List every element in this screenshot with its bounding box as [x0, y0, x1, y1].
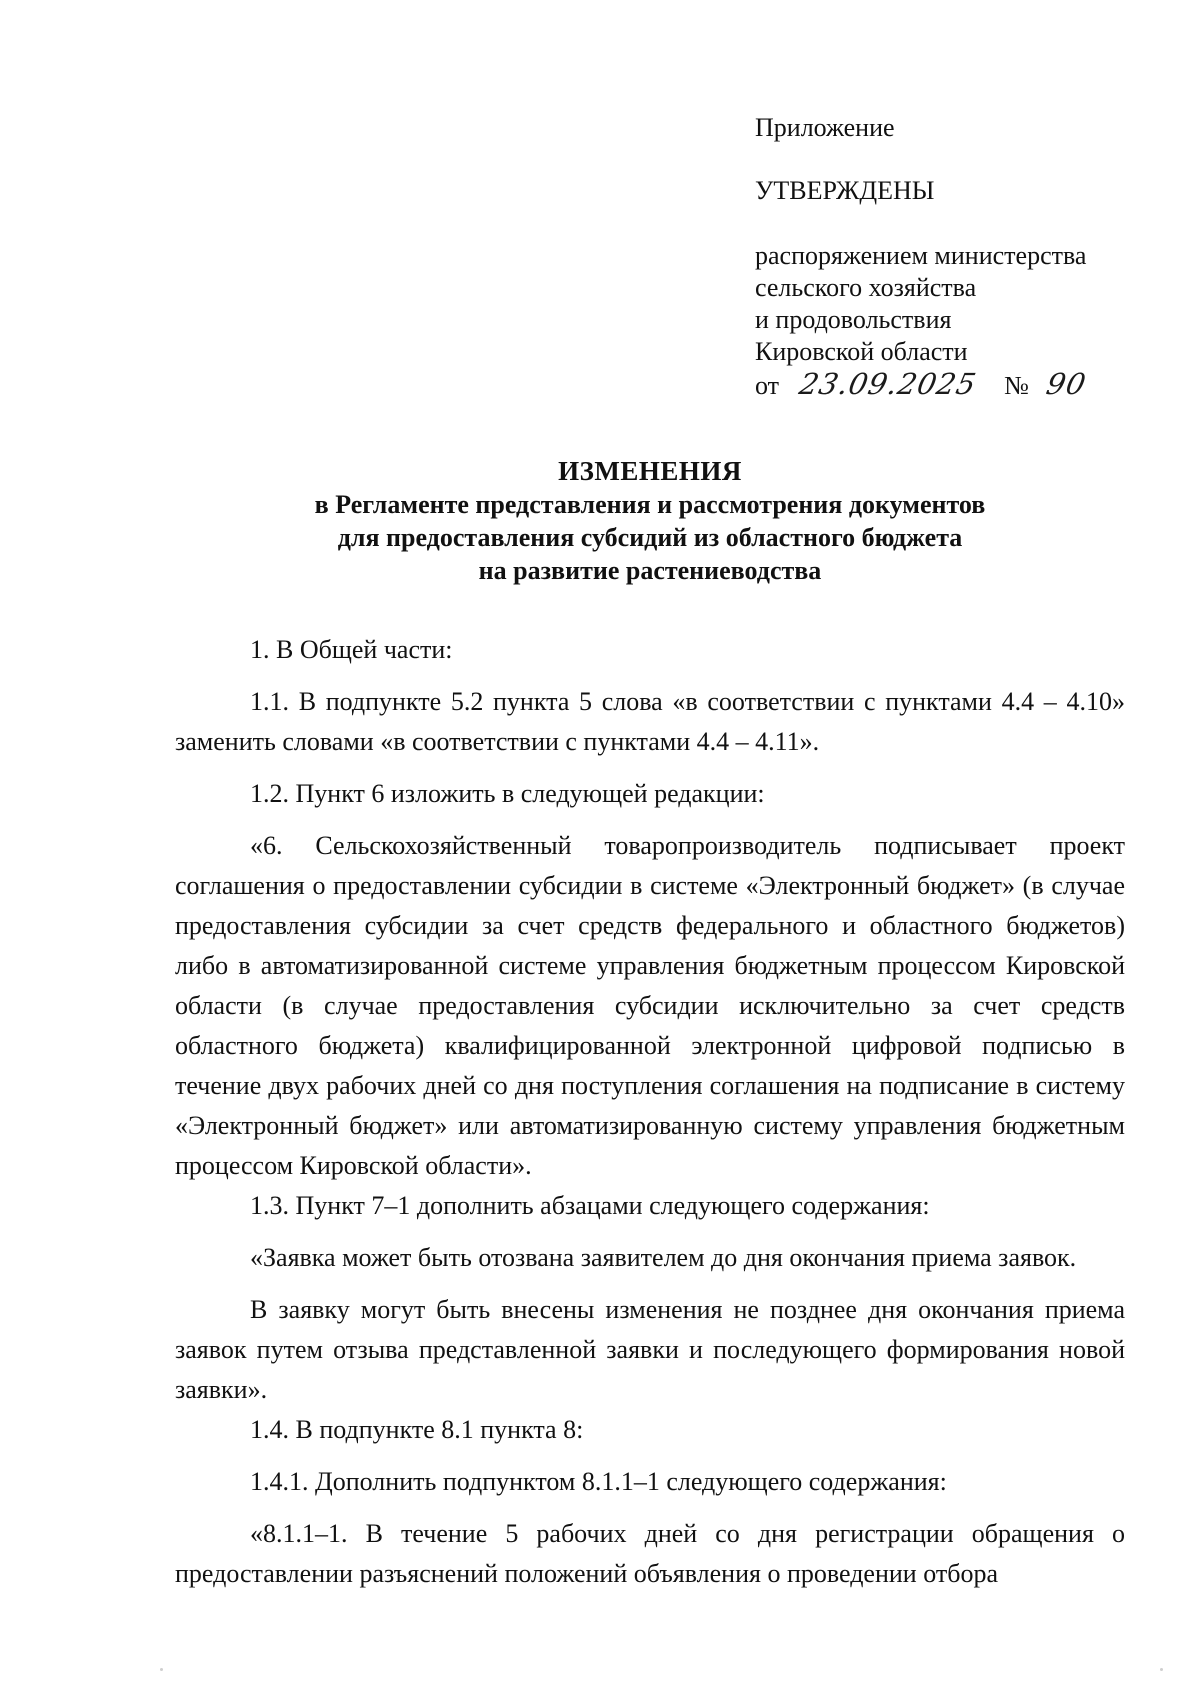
item-1-4-1: 1.4.1. Дополнить подпунктом 8.1.1–1 следующего содержания:	[250, 1467, 947, 1496]
handwritten-number: 90	[1043, 367, 1090, 401]
appendix-label: Приложение	[755, 113, 895, 142]
title-subline: на развитие растениеводства	[478, 556, 822, 585]
title-subline: для предоставления субсидий из областного бюджета	[337, 523, 963, 552]
approved-label: УТВЕРЖДЕНЫ	[755, 176, 935, 205]
changes-paragraph: В заявку могут быть внесены изменения не позднее дня окончания приема заявок путем отзыва представленной заявки и последующего формирования новой заявки».	[175, 1295, 1125, 1404]
order-line: сельского хозяйства	[755, 273, 977, 302]
item-1-3: 1.3. Пункт 7–1 дополнить абзацами следующего содержания:	[250, 1191, 930, 1220]
document-title	[175, 455, 1125, 587]
paragraph-6-text: «6. Сельскохозяйственный товаропроизводитель подписывает проект соглашения о предоставлении субсидии в системе «Электронный бюджет» (в случае предоставления субсидии за счет средств федерального и областного бюджетов) либо в автоматизированной системе управления бюджетным процессом Кировской области (в случае предоставления субсидии исключительно за счет средств областного бюджета) квалифицированной электронной цифровой подписью в течение двух рабочих дней со дня поступления соглашения на подписание в систему «Электронный бюджет» или автоматизированную систему управления бюджетным процессом Кировской области».	[175, 831, 1125, 1180]
zayavka-paragraph: «Заявка может быть отозвана заявителем до дня окончания приема заявок.	[250, 1243, 1077, 1272]
scan-speck	[160, 1668, 163, 1671]
date-prefix: от	[755, 371, 780, 400]
handwritten-date: 23.09.2025	[795, 367, 980, 401]
item-1-2: 1.2. Пункт 6 изложить в следующей редакции:	[250, 779, 765, 808]
item-1-1: 1.1. В подпункте 5.2 пункта 5 слова «в соответствии с пунктами 4.4 – 4.10» заменить словами «в соответствии с пунктами 4.4 – 4.11».	[175, 687, 1125, 756]
scan-speck	[1160, 1668, 1163, 1671]
order-line: и продовольствия	[755, 305, 952, 334]
paragraph-8-1-1-1: «8.1.1–1. В течение 5 рабочих дней со дня регистрации обращения о предоставлении разъяснений положений объявления о проведении отбора	[175, 1519, 1125, 1588]
title-main: ИЗМЕНЕНИЯ	[558, 456, 742, 486]
order-line: распоряжением министерства	[755, 241, 1087, 270]
item-1-4: 1.4. В подпункте 8.1 пункта 8:	[250, 1415, 584, 1444]
document-body	[175, 630, 1125, 1594]
number-sign: №	[1004, 371, 1029, 400]
section-1: 1. В Общей части:	[250, 635, 453, 664]
date-number-line	[755, 367, 1090, 402]
title-subline: в Регламенте представления и рассмотрения документов	[314, 490, 986, 519]
order-line: Кировской области	[755, 337, 968, 366]
